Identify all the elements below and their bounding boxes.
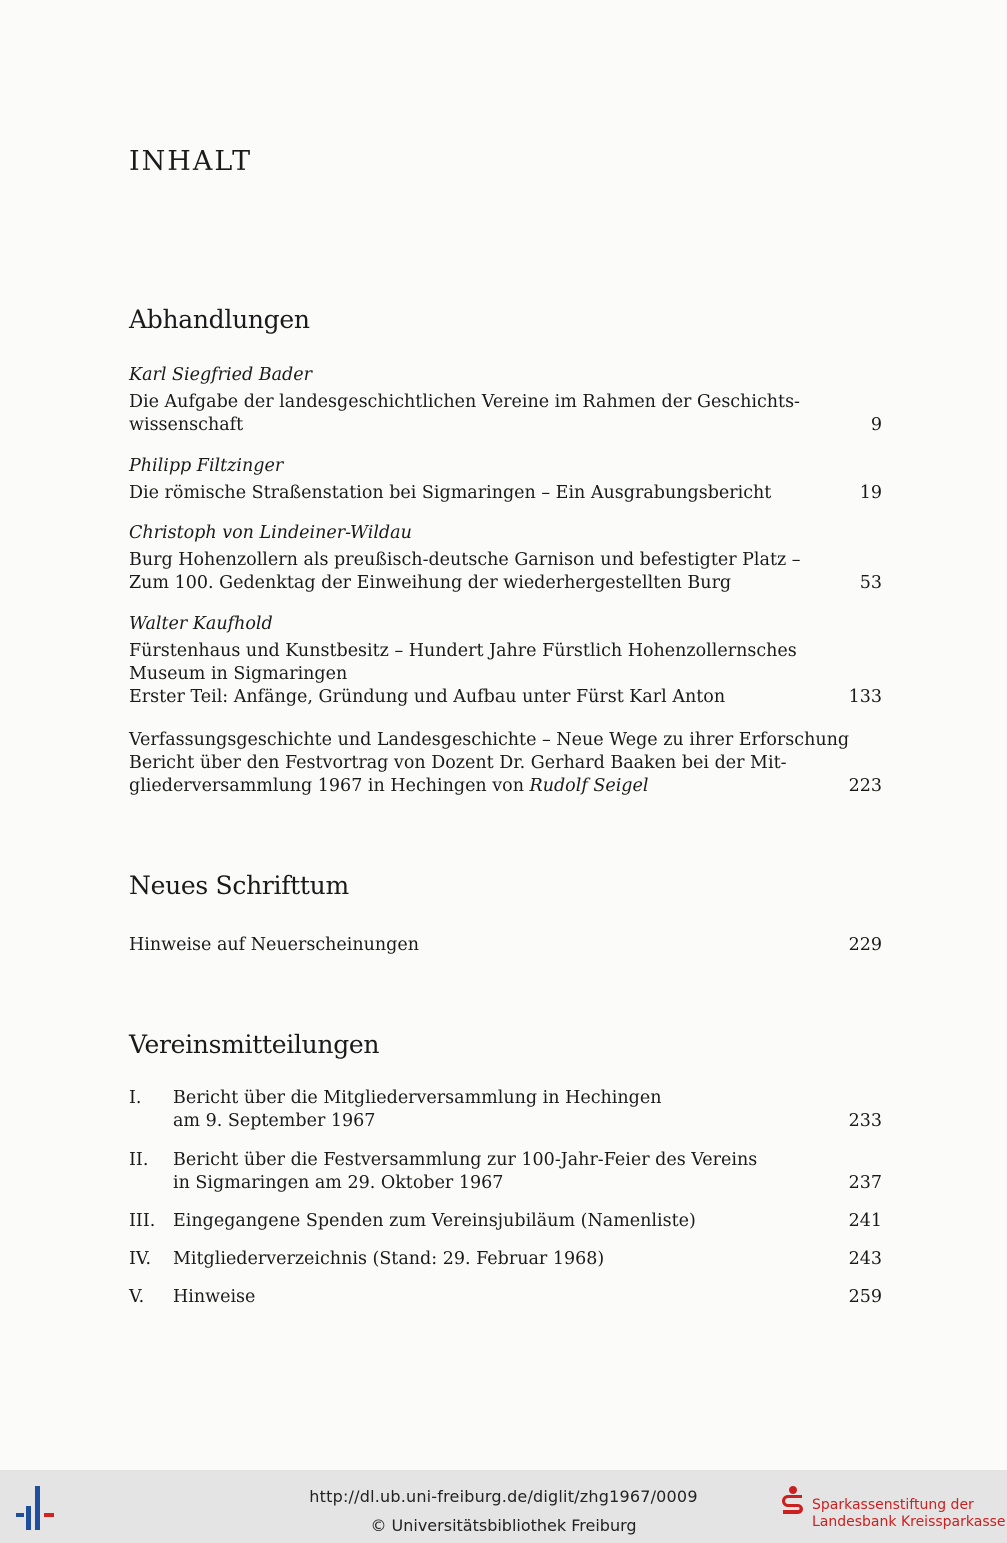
entry-title-line: Burg Hohenzollern als preußisch-deutsche Garnison und befestigter Platz – bbox=[129, 550, 801, 570]
entry-title-line bbox=[129, 414, 882, 437]
entry-page-number: 237 bbox=[848, 1173, 882, 1193]
entry-page-number: 133 bbox=[848, 687, 882, 707]
toc-entry bbox=[129, 1149, 882, 1195]
entry-title-line: Verfassungsgeschichte und Landesgeschichte – Neue Wege zu ihrer Erforschung bbox=[129, 730, 850, 750]
entry-title-line: Bericht über die Mitgliederversammlung in Hechingen bbox=[173, 1088, 662, 1108]
entry-title-text: am 9. September 1967 bbox=[173, 1111, 376, 1131]
entry-title-line: Die Aufgabe der landesgeschichtlichen Vereine im Rahmen der Geschichts- bbox=[129, 392, 800, 412]
toc-entry bbox=[129, 1248, 882, 1271]
section-heading-vereinsmitteilungen: Vereinsmitteilungen bbox=[129, 1030, 380, 1059]
entry-page-number: 9 bbox=[870, 415, 882, 435]
entry-number: I. bbox=[129, 1088, 142, 1108]
entry-page-number: 243 bbox=[848, 1249, 882, 1269]
entry-author: Karl Siegfried Bader bbox=[129, 365, 312, 385]
entry-number: II. bbox=[129, 1150, 149, 1170]
toc-entry bbox=[129, 934, 882, 957]
entry-title-line bbox=[129, 482, 882, 505]
sponsor-line-2: Landesbank Kreissparkasse bbox=[812, 1514, 1006, 1530]
entry-title-line bbox=[129, 572, 882, 595]
sparkasse-s-icon bbox=[780, 1485, 806, 1519]
entry-title-text: gliederversammlung 1967 in Hechingen von bbox=[129, 776, 530, 796]
entry-page-number: 229 bbox=[848, 935, 882, 955]
entry-author: Philipp Filtzinger bbox=[129, 456, 284, 476]
entry-number: IV. bbox=[129, 1249, 152, 1269]
entry-page-number: 233 bbox=[848, 1111, 882, 1131]
entry-title-line bbox=[129, 775, 882, 798]
entry-title-line: Fürstenhaus und Kunstbesitz – Hundert Jahre Fürstlich Hohenzollernsches bbox=[129, 641, 797, 661]
entry-page-number: 53 bbox=[859, 573, 882, 593]
toc-entry bbox=[129, 1286, 882, 1309]
entry-title-line bbox=[129, 686, 882, 709]
entry-title-line bbox=[173, 1248, 882, 1271]
toc-entry bbox=[129, 729, 882, 798]
entry-title-text: Die römische Straßenstation bei Sigmaringen – Ein Ausgrabungsbericht bbox=[129, 483, 772, 503]
entry-author-inline: Rudolf Seigel bbox=[529, 776, 649, 796]
sponsor-name bbox=[812, 1497, 1006, 1531]
footer-bar bbox=[0, 1470, 1007, 1543]
copyright-text: © Universitätsbibliothek Freiburg bbox=[370, 1516, 637, 1535]
entry-author: Walter Kaufhold bbox=[129, 614, 273, 634]
toc-entry bbox=[129, 1210, 882, 1233]
entry-title-text: Hinweise bbox=[173, 1287, 256, 1307]
entry-title-line bbox=[173, 1110, 882, 1133]
entry-title-line bbox=[173, 1172, 882, 1195]
toc-entry bbox=[129, 364, 882, 437]
entry-number: V. bbox=[129, 1287, 145, 1307]
entry-page-number: 241 bbox=[848, 1211, 882, 1231]
entry-title-text: Zum 100. Gedenktag der Einweihung der wiederhergestellten Burg bbox=[129, 573, 732, 593]
sponsor-line-1: Sparkassenstiftung der bbox=[812, 1497, 974, 1513]
entry-author: Christoph von Lindeiner-Wildau bbox=[129, 523, 412, 543]
entry-title-text: wissenschaft bbox=[129, 415, 244, 435]
entry-title-text: Hinweise auf Neuerscheinungen bbox=[129, 935, 420, 955]
permalink-url[interactable]: http://dl.ub.uni-freiburg.de/diglit/zhg1967/0009 bbox=[309, 1487, 698, 1506]
entry-page-number: 223 bbox=[848, 776, 882, 796]
entry-title-text: Erster Teil: Anfänge, Gründung und Aufbau unter Fürst Karl Anton bbox=[129, 687, 726, 707]
entry-title-line bbox=[173, 1210, 882, 1233]
entry-number: III. bbox=[129, 1211, 156, 1231]
entry-title-line bbox=[173, 1286, 882, 1309]
page-title: INHALT bbox=[129, 146, 253, 177]
toc-entry bbox=[129, 1087, 882, 1133]
entry-title-text: in Sigmaringen am 29. Oktober 1967 bbox=[173, 1173, 504, 1193]
entry-page-number: 19 bbox=[859, 483, 882, 503]
section-heading-abhandlungen: Abhandlungen bbox=[129, 305, 310, 334]
entry-title-text: Eingegangene Spenden zum Vereinsjubiläum (Namenliste) bbox=[173, 1211, 696, 1231]
entry-title-line: Bericht über den Festvortrag von Dozent Dr. Gerhard Baaken bei der Mit- bbox=[129, 753, 787, 773]
entry-title-text: Mitgliederverzeichnis (Stand: 29. Februar 1968) bbox=[173, 1249, 605, 1269]
entry-title-line: Bericht über die Festversammlung zur 100-Jahr-Feier des Vereins bbox=[173, 1150, 758, 1170]
entry-title-line: Museum in Sigmaringen bbox=[129, 664, 348, 684]
toc-entry bbox=[129, 522, 882, 595]
entry-title-line bbox=[129, 934, 882, 957]
toc-entry bbox=[129, 613, 882, 709]
entry-page-number: 259 bbox=[848, 1287, 882, 1307]
toc-entry bbox=[129, 455, 882, 505]
section-heading-neues-schrifttum: Neues Schrifttum bbox=[129, 871, 349, 900]
